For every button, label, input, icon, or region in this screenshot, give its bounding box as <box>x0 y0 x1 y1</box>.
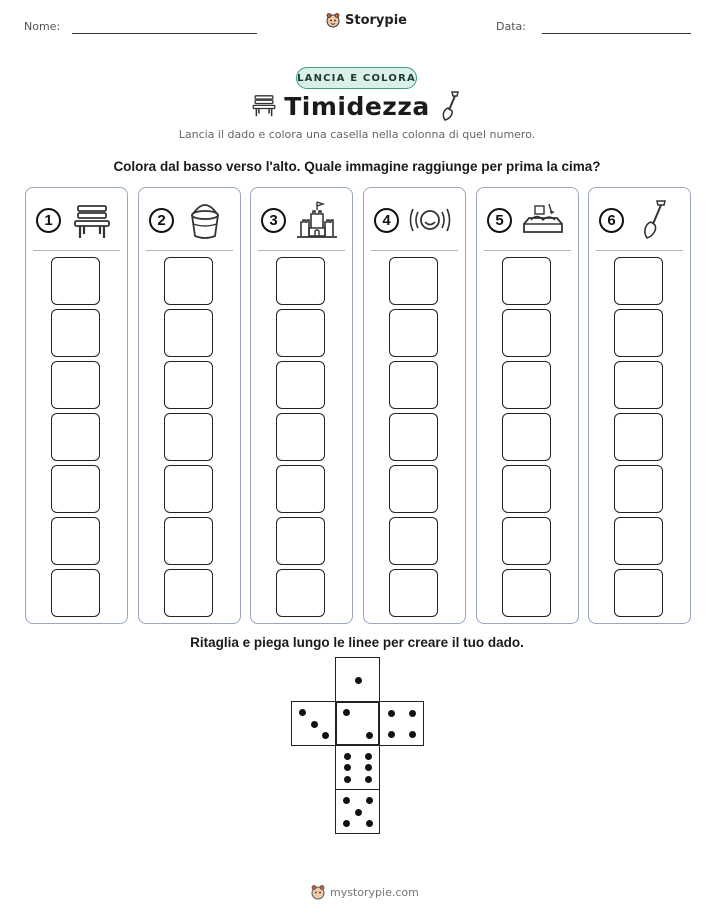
storypie-mascot-icon <box>325 12 341 28</box>
column-divider <box>371 250 458 251</box>
column-2 <box>138 187 241 624</box>
column-5 <box>476 187 579 624</box>
ringing-bell-icon <box>408 198 452 242</box>
die-pip <box>409 731 416 738</box>
name-label: Nome: <box>24 20 61 33</box>
color-box[interactable] <box>276 257 325 305</box>
color-box[interactable] <box>276 569 325 617</box>
die-face-2 <box>335 701 380 746</box>
die-pip <box>388 731 395 738</box>
die-face-5 <box>335 789 380 834</box>
die-face-4 <box>379 701 424 746</box>
color-box[interactable] <box>164 257 213 305</box>
color-box[interactable] <box>276 517 325 565</box>
color-box[interactable] <box>389 361 438 409</box>
die-pip <box>366 732 373 739</box>
die-pip <box>343 709 350 716</box>
color-box[interactable] <box>614 517 663 565</box>
die-pip <box>365 776 372 783</box>
name-line <box>72 33 257 34</box>
bench-icon <box>70 198 114 242</box>
column-1 <box>25 187 128 624</box>
column-4 <box>363 187 466 624</box>
color-box[interactable] <box>502 569 551 617</box>
die-pip <box>344 753 351 760</box>
column-divider <box>146 250 233 251</box>
date-line <box>542 33 691 34</box>
color-box[interactable] <box>276 465 325 513</box>
cut-instruction: Ritaglia e piega lungo le linee per creare il tuo dado. <box>190 635 524 650</box>
color-box[interactable] <box>389 465 438 513</box>
die-face-6 <box>335 745 380 790</box>
number-badge: 1 <box>36 208 61 233</box>
color-box[interactable] <box>51 257 100 305</box>
color-box[interactable] <box>164 309 213 357</box>
color-box[interactable] <box>276 361 325 409</box>
footer <box>310 884 419 900</box>
color-box[interactable] <box>502 517 551 565</box>
column-header <box>364 188 465 250</box>
color-box[interactable] <box>614 569 663 617</box>
sandbox-icon <box>521 198 565 242</box>
color-box[interactable] <box>614 413 663 461</box>
instruction: Colora dal basso verso l'alto. Quale immagine raggiunge per prima la cima? <box>113 159 601 174</box>
die-pip <box>344 776 351 783</box>
die-pip <box>366 820 373 827</box>
number-badge: 2 <box>149 208 174 233</box>
footer-url[interactable]: mystorypie.com <box>330 885 419 899</box>
column-header <box>251 188 352 250</box>
column-header <box>139 188 240 250</box>
column-divider <box>484 250 571 251</box>
storypie-mascot-icon <box>310 884 326 900</box>
color-box[interactable] <box>389 517 438 565</box>
brand-logo <box>325 12 407 28</box>
color-box[interactable] <box>164 465 213 513</box>
color-box[interactable] <box>614 309 663 357</box>
color-box[interactable] <box>51 413 100 461</box>
die-pip <box>365 764 372 771</box>
number-badge: 4 <box>374 208 399 233</box>
color-box[interactable] <box>276 413 325 461</box>
number-badge: 3 <box>261 208 286 233</box>
color-box[interactable] <box>389 309 438 357</box>
sandcastle-icon <box>295 198 339 242</box>
die-pip <box>355 809 362 816</box>
bucket-icon <box>183 198 227 242</box>
color-box[interactable] <box>389 569 438 617</box>
color-box[interactable] <box>276 309 325 357</box>
column-divider <box>596 250 683 251</box>
die-pip <box>344 764 351 771</box>
color-box[interactable] <box>614 361 663 409</box>
color-box[interactable] <box>502 361 551 409</box>
color-box[interactable] <box>51 569 100 617</box>
color-box[interactable] <box>164 569 213 617</box>
number-badge: 6 <box>599 208 624 233</box>
die-pip <box>388 710 395 717</box>
color-box[interactable] <box>389 413 438 461</box>
shovel-icon <box>633 198 677 242</box>
column-header <box>477 188 578 250</box>
color-box[interactable] <box>164 361 213 409</box>
color-box[interactable] <box>164 413 213 461</box>
color-box[interactable] <box>51 309 100 357</box>
color-box[interactable] <box>389 257 438 305</box>
number-badge: 5 <box>487 208 512 233</box>
activity-badge: LANCIA E COLORA <box>296 67 417 89</box>
die-face-3 <box>291 701 336 746</box>
column-6 <box>588 187 691 624</box>
color-box[interactable] <box>164 517 213 565</box>
die-pip <box>343 820 350 827</box>
die-face-1 <box>335 657 380 702</box>
die-pip <box>355 677 362 684</box>
die-pip <box>322 732 329 739</box>
color-box[interactable] <box>502 465 551 513</box>
color-box[interactable] <box>614 257 663 305</box>
column-header <box>26 188 127 250</box>
die-pip <box>365 753 372 760</box>
date-label: Data: <box>496 20 526 33</box>
page-title: Timidezza <box>284 92 430 121</box>
brand-name: Storypie <box>345 12 407 28</box>
shovel-icon <box>440 90 462 122</box>
color-box[interactable] <box>502 309 551 357</box>
color-box[interactable] <box>502 257 551 305</box>
color-box[interactable] <box>51 517 100 565</box>
column-3 <box>250 187 353 624</box>
subtitle: Lancia il dado e colora una casella nella colonna di quel numero. <box>178 128 536 141</box>
die-pip <box>343 797 350 804</box>
die-pip <box>311 721 318 728</box>
die-pip <box>366 797 373 804</box>
column-divider <box>258 250 345 251</box>
die-pip <box>409 710 416 717</box>
die-pip <box>299 709 306 716</box>
color-box[interactable] <box>502 413 551 461</box>
color-box[interactable] <box>51 361 100 409</box>
color-box[interactable] <box>51 465 100 513</box>
color-box[interactable] <box>614 465 663 513</box>
column-divider <box>33 250 120 251</box>
column-header <box>589 188 690 250</box>
